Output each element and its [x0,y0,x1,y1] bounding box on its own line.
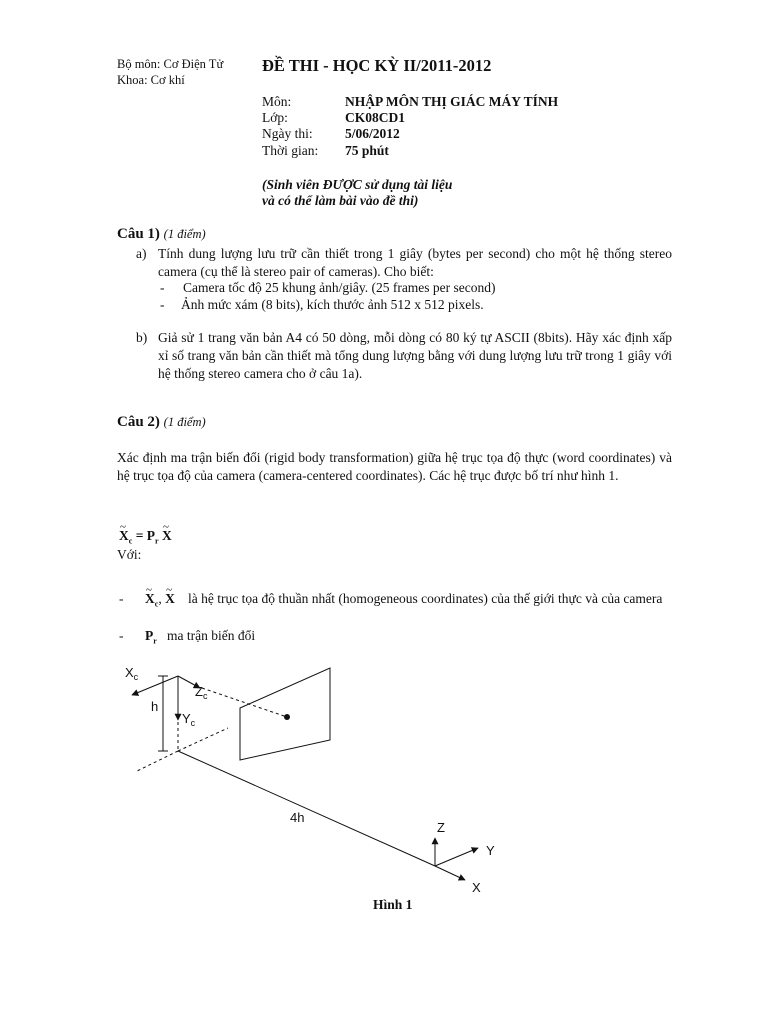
info-value-duration: 75 phút [345,143,389,158]
image-point [284,714,290,720]
figure-1-diagram [110,650,650,900]
exam-title: ĐỀ THI - HỌC KỲ II/2011-2012 [262,56,492,75]
q1a-item-1: Camera tốc độ 25 khung ảnh/giây. (25 frames per second) [183,280,496,295]
q1b-marker: b) [136,330,148,345]
q1-heading [117,226,206,243]
info-value-class: CK08CD1 [345,110,405,125]
eq-x: ~ X [162,527,172,545]
q2-bullet-1: - [119,591,124,606]
info-label-duration: Thời gian: [262,143,319,158]
q2-points: (1 điểm) [163,415,206,429]
world-x-axis [435,866,465,880]
label-xc: $X_c$ [125,665,139,682]
item2-symbol: $P_r$ [145,628,157,646]
info-label-date: Ngày thi: [262,126,313,141]
q2-title: Câu 2) [117,414,160,430]
label-yc: $Y_c$ [182,711,196,728]
q1-title: Câu 1) [117,226,160,242]
eq-p: $P_r$ [146,528,159,546]
q2-bullet-2: - [119,628,124,643]
label-x: X [472,880,481,895]
figure-caption: Hình 1 [373,897,413,912]
info-label-class: Lớp: [262,110,288,125]
label-z: Z [437,820,445,835]
q2-item-1: là hệ trục tọa độ thuần nhất (homogeneous coordinates) của thế giới thực và của camera [188,591,663,606]
q2-heading [117,414,206,431]
world-y-axis [435,848,478,866]
q1b-text: Giả sử 1 trang văn bản A4 có 50 dòng, mỗi dòng có 80 ký tự ASCII (8bits). Hãy xác định xấp xỉ số trang văn bản cần thiết mà tổng dung lượng bằng với dung lượng lưu trữ trong 1 giây với hệ thống stereo camera cho ở câu 1a). [158,330,672,381]
label-4h: 4h [290,810,305,825]
item1-symbols: ~ $X_c$, ~ X [145,590,175,614]
info-label-subject: Môn: [262,94,292,109]
camera-xc-axis [132,676,178,695]
info-value-subject: NHẬP MÔN THỊ GIÁC MÁY TÍNH [345,94,559,109]
q1a-item-2: Ảnh mức xám (8 bits), kích thước ảnh 512 x 512 pixels. [181,297,484,312]
ground-line [178,751,435,866]
department: Bộ môn: Cơ Điện Tử [117,57,224,71]
faculty: Khoa: Cơ khí [117,73,185,87]
q1a-bullet-1: - [160,280,165,295]
label-h: h [151,699,159,714]
q2-item-2: ma trận biến đổi [167,628,256,643]
exam-note-line2: và có thể làm bài vào đề thi) [262,193,419,208]
q2-text: Xác định ma trận biến đổi (rigid body transformation) giữa hệ trục tọa độ thực (word coordinates) và hệ trục tọa độ của camera (camera-centered coordinates). Các hệ trục được bố trí như hình 1. [117,450,672,483]
label-y: Y [486,843,495,858]
eq-equals: = [135,528,144,543]
q1a-marker: a) [136,246,147,261]
image-plane [240,668,330,760]
eq-xc: ~ $X_c$ [119,527,132,551]
with-label: Với: [117,547,142,562]
q1a-bullet-2: - [160,297,165,312]
q1a-text: Tính dung lượng lưu trữ cần thiết trong 1 giây (bytes per second) cho một hệ thống stereo camera (cụ thể là stereo pair of cameras). Cho biết: [158,246,672,279]
exam-note-line1: (Sinh viên ĐƯỢC sử dụng tài liệu [262,177,453,192]
label-zc: $Z_c$ [195,684,208,701]
q1-points: (1 điểm) [163,227,206,241]
info-value-date: 5/06/2012 [345,126,400,141]
